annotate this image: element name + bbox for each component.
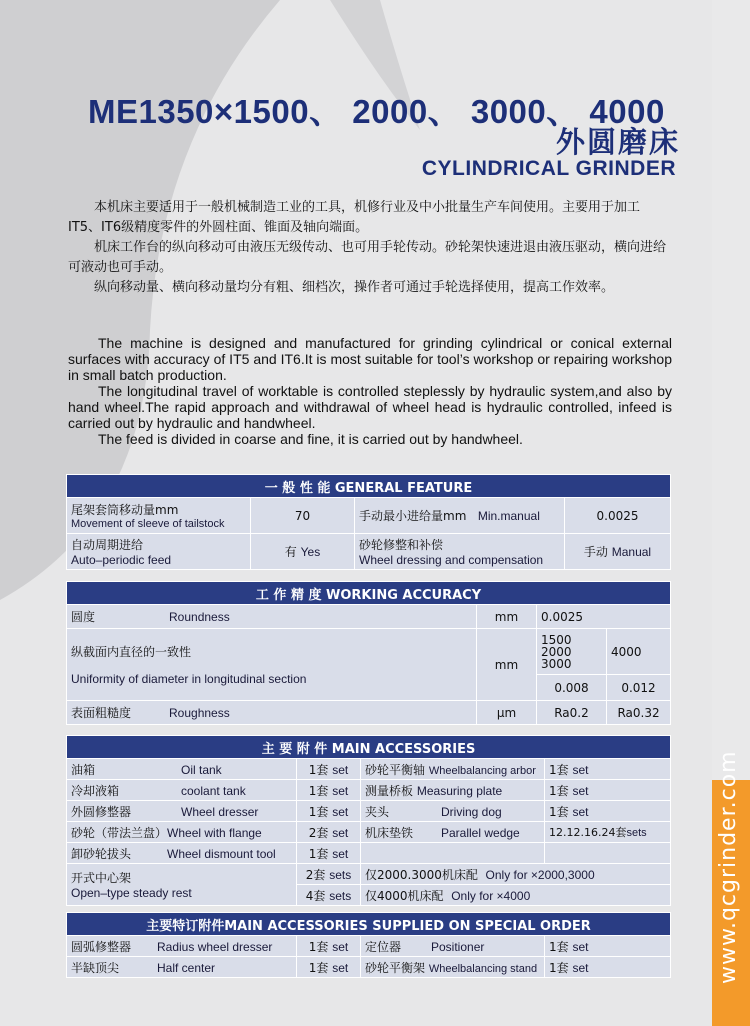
accessory-name: 冷却液箱 coolant tank — [67, 780, 297, 801]
accessory-qty: 1套 set — [297, 759, 361, 780]
accessory-qty: 1套 set — [545, 801, 671, 822]
accessory-qty: 2套 set — [297, 822, 361, 843]
intro-cn-paragraph: 纵向移动量、横向移动量均分有粗、细档次，操作者可通过手轮选择使用，提高工作效率。 — [94, 280, 615, 295]
intro-cn-paragraph: 本机床主要适用于一般机械制造工业的工具，机修行业及中小批量生产车间使用。主要用于加工IT5、IT6级精度零件的外圆柱面、锥面及轴向端面。 — [68, 200, 641, 235]
dressing-label: 砂轮修整和补偿 Wheel dressing and compensation — [355, 534, 565, 570]
uniformity-value-1: 0.008 — [537, 675, 607, 701]
accessory-name: 机床垫铁 Parallel wedge — [361, 822, 545, 843]
intro-en-paragraph: The machine is designed and manufactured for grinding cylindrical or conical external surfaces with accuracy of IT5 and IT6.It is most suitable for tool’s workshop or repairing workshop in small batch production. — [68, 335, 672, 383]
min-manual-value: 0.0025 — [565, 498, 671, 534]
accessory-name: 砂轮平衡架 Wheelbalancing stand — [361, 957, 545, 978]
accessory-qty: 1套 set — [297, 936, 361, 957]
table-row — [67, 936, 671, 957]
accessory-name: 测量桥板 Measuring plate — [361, 780, 545, 801]
title-english: CYLINDRICAL GRINDER — [421, 157, 676, 180]
accessory-qty: 12.12.16.24套sets — [545, 822, 671, 843]
intro-cn-paragraph: 机床工作台的纵向移动可由液压无级传动、也可用手轮传动。砂轮架快速进退由液压驱动，横向进给可液动也可手动。 — [68, 240, 667, 275]
roundness-value: 0.0025 — [537, 605, 671, 629]
dressing-value: 手动 Manual — [565, 534, 671, 570]
general-feature-heading: 一 般 性 能 GENERAL FEATURE — [67, 475, 671, 498]
table-row — [67, 843, 671, 864]
working-accuracy-heading: 工 作 精 度 WORKING ACCURACY — [67, 582, 671, 605]
steady-rest-note-2: 仅4000机床配 Only for ×4000 — [361, 885, 671, 906]
accessory-qty — [545, 843, 671, 864]
accessory-name: 半缺顶尖 Half center — [67, 957, 297, 978]
intro-chinese — [68, 198, 672, 298]
roundness-label: 圆度 Roundness — [67, 605, 477, 629]
accessory-qty: 1套 set — [297, 957, 361, 978]
auto-feed-value: 有 Yes — [251, 534, 355, 570]
intro-en-paragraph: The feed is divided in coarse and fine, it is carried out by handwheel. — [98, 431, 523, 447]
accessory-name: 砂轮（带法兰盘）Wheel with flange — [67, 822, 297, 843]
intro-en-paragraph: The longitudinal travel of worktable is controlled steplessly by hydraulic system,and also by hand wheel.The rapid approach and withdrawal of wheel head is hydraulic controlled, infeed is carried out by hydraulic and handwheel. — [68, 383, 672, 431]
steady-rest-label: 开式中心架 Open–type steady rest — [67, 864, 297, 906]
accessory-name: 砂轮平衡轴 Wheelbalancing arbor — [361, 759, 545, 780]
table-row — [67, 864, 671, 885]
accessory-name: 夹头 Driving dog — [361, 801, 545, 822]
steady-rest-qty-1: 2套 sets — [297, 864, 361, 885]
table-row — [67, 759, 671, 780]
accessory-qty: 1套 set — [545, 936, 671, 957]
uniformity-length-4000: 4000 — [607, 629, 671, 675]
roughness-unit: μm — [477, 701, 537, 725]
roughness-value-2: Ra0.32 — [607, 701, 671, 725]
model-title: ME1350×1500、 2000、 3000、 4000 — [88, 93, 665, 130]
table-row — [67, 801, 671, 822]
accessory-name: 油箱 Oil tank — [67, 759, 297, 780]
special-order-table — [66, 912, 671, 978]
table-row — [67, 957, 671, 978]
accessory-name: 卸砂轮拔头 Wheel dismount tool — [67, 843, 297, 864]
tailstock-label: 尾架套筒移动量mm Movement of sleeve of tailstock — [67, 498, 251, 534]
steady-rest-qty-2: 4套 sets — [297, 885, 361, 906]
uniformity-unit: mm — [477, 629, 537, 701]
accessory-qty: 1套 set — [545, 759, 671, 780]
tailstock-value: 70 — [251, 498, 355, 534]
accessory-qty: 1套 set — [545, 780, 671, 801]
title-chinese: 外圆磨床 — [555, 125, 680, 159]
website-url: www.qcgrinder.com — [716, 750, 741, 984]
main-accessories-heading: 主 要 附 件 MAIN ACCESSORIES — [67, 736, 671, 759]
accessory-name: 圆弧修整器 Radius wheel dresser — [67, 936, 297, 957]
intro-english — [68, 335, 672, 447]
table-row — [67, 822, 671, 843]
special-order-heading: 主要特订附件MAIN ACCESSORIES SUPPLIED ON SPECIAL ORDER — [67, 913, 671, 936]
uniformity-value-2: 0.012 — [607, 675, 671, 701]
accessory-qty: 1套 set — [297, 843, 361, 864]
auto-feed-label: 自动周期进给 Auto–periodic feed — [67, 534, 251, 570]
roughness-value-1: Ra0.2 — [537, 701, 607, 725]
accessory-name: 外圆修整器 Wheel dresser — [67, 801, 297, 822]
roughness-label: 表面粗糙度 Roughness — [67, 701, 477, 725]
general-feature-table — [66, 474, 671, 570]
accessory-name — [361, 843, 545, 864]
uniformity-lengths: 1500 2000 3000 — [537, 629, 607, 675]
accessory-qty: 1套 set — [545, 957, 671, 978]
accessory-name: 定位器 Positioner — [361, 936, 545, 957]
uniformity-label: 纵截面内直径的一致性 Uniformity of diameter in longitudinal section — [67, 629, 477, 701]
accessory-qty: 1套 set — [297, 801, 361, 822]
accessory-qty: 1套 set — [297, 780, 361, 801]
main-accessories-table — [66, 735, 671, 906]
working-accuracy-table — [66, 581, 671, 725]
steady-rest-note-1: 仅2000.3000机床配 Only for ×2000,3000 — [361, 864, 671, 885]
table-row — [67, 780, 671, 801]
min-manual-label: 手动最小进给量mm Min.manual — [355, 498, 565, 534]
roundness-unit: mm — [477, 605, 537, 629]
